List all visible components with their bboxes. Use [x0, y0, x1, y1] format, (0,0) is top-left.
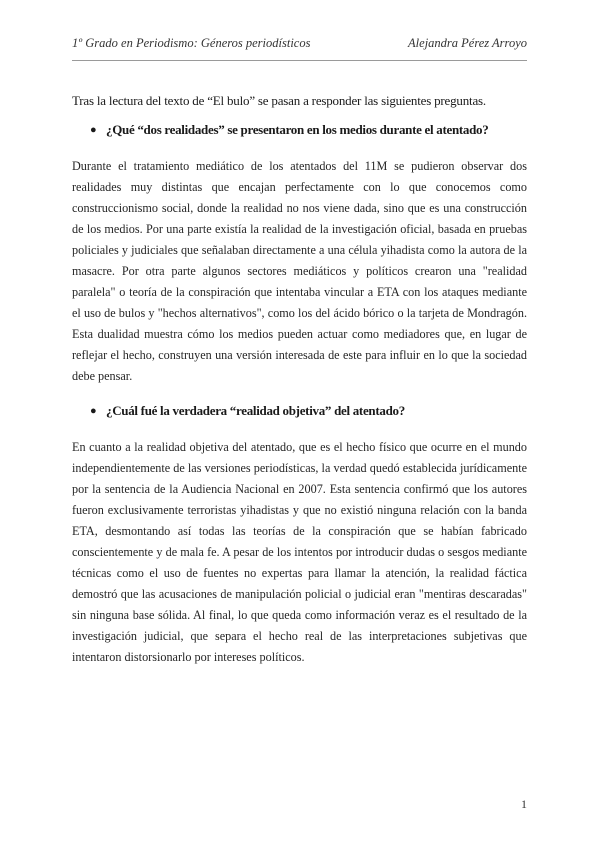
page-number: 1 — [521, 797, 527, 811]
answer-1: Durante el tratamiento mediático de los atentados del 11M se pudieron observar dos realidades muy distintas que encajan perfectamente con lo que conocemos como construccionismo social, donde la realidad no nos viene dada, sino que es una construcción de los medios. Por una parte existía la realidad de la investigación oficial, basada en pruebas policiales y judiciales que señalaban directamente a una célula yihadista como la autora de la masacre. Por otra parte algunos sectores mediáticos y políticos crearon una "realidad paralela" o teoría de la conspiración que intentaba vincular a ETA con los ataques mediante el uso de bulos y "hechos alternativos", como los del ácido bórico o la tarjeta de Mondragón. Esta dualidad muestra cómo los medios pueden actuar como mediadores que, en lugar de reflejar el hecho, construyen una versión interesada de este para influir en lo que la sociedad debe pensar. — [72, 159, 527, 383]
header-course-title: 1º Grado en Periodismo: Géneros periodísticos — [72, 36, 311, 50]
header-divider — [72, 60, 527, 61]
page-header — [72, 36, 527, 51]
question-2-text: ¿Cuál fué la verdadera “realidad objetiva” del atentado? — [106, 403, 405, 418]
bullet-icon: ● — [90, 405, 97, 417]
question-2 — [90, 403, 527, 419]
answer-2: En cuanto a la realidad objetiva del atentado, que es el hecho físico que ocurre en el mundo independientemente de las versiones periodísticas, la verdad quedó establecida jurídicamente por la sentencia de la Audiencia Nacional en 2007. Esta sentencia confirmó que los autores fueron exclusivamente terroristas yihadistas y que no existió ninguna relación con la banda ETA, desmontando así todas las teorías de la conspiración que se habían fabricado conscientemente y de mala fe. A pesar de los intentos por introducir dudas o sesgos mediante técnicas como el uso de fuentes no expertas para llamar la atención, la realidad fáctica demostró que las acusaciones de manipulación policial o judicial eran "mentiras descaradas" sin ninguna base sólida. Al final, lo que queda como información veraz es el resultado de la investigación judicial, que separa el hecho real de las interpretaciones subjetivas que intentaron distorsionarlo por intereses políticos. — [72, 440, 527, 664]
document-body — [72, 93, 527, 684]
header-author: Alejandra Pérez Arroyo — [408, 36, 527, 50]
bullet-icon: ● — [90, 124, 97, 136]
question-1-text: ¿Qué “dos realidades” se presentaron en los medios durante el atentado? — [106, 122, 489, 137]
intro-text: Tras la lectura del texto de “El bulo” se pasan a responder las siguientes preguntas. — [72, 93, 486, 108]
question-1 — [90, 122, 527, 138]
